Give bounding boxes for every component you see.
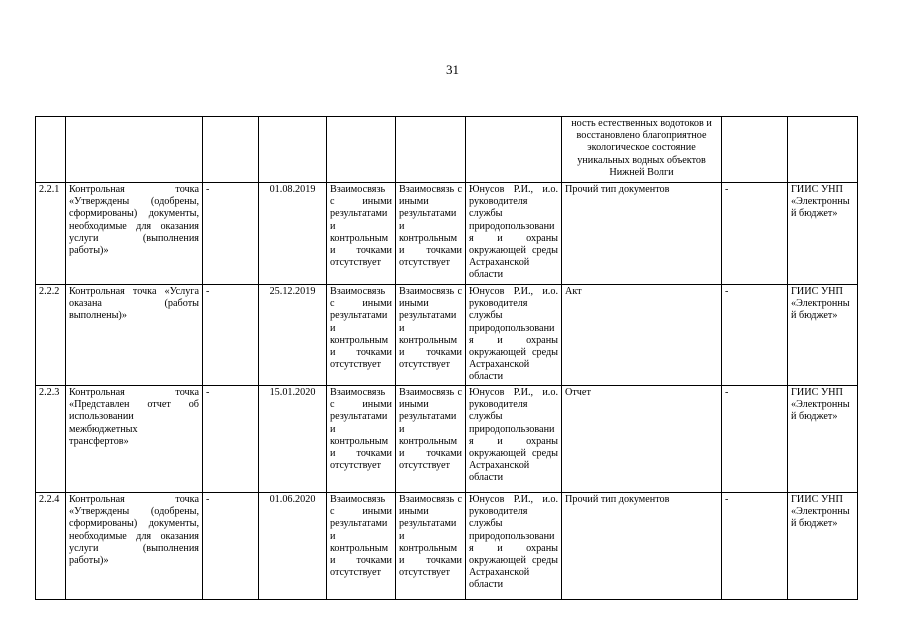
cell-next: Взаимосвязь с иными результатами и контрольными точками отсутствует [396,285,466,386]
cell-start [203,117,259,183]
cell-doc-type: Акт [562,285,722,386]
cell-system: ГИИС УНП «Электронный бюджет» [788,285,858,386]
cell-prev: Взаимосвязь с иными результатами и контрольными точками отсутствует [327,285,396,386]
cell-end [259,117,327,183]
table-row [36,285,858,386]
cell-responsible: Юнусов Р.И., и.о. руководителя службы природопользования и охраны окружающей среды Астраханской области [466,386,562,493]
cell-name: Контрольная точка «Представлен отчет об использовании межбюджетных трансфертов» [66,386,203,493]
cell-num: 2.2.1 [36,183,66,285]
cell-next: Взаимосвязь с иными результатами и контрольными точками отсутствует [396,493,466,600]
cell-end: 15.01.2020 [259,386,327,493]
cell-name: Контрольная точка «Утверждены (одобрены, сформированы) документы, необходимые для оказания услуги (выполнения работы)» [66,183,203,285]
cell-level [722,117,788,183]
cell-level: - [722,386,788,493]
table-row [36,493,858,600]
cell-level: - [722,493,788,600]
cell-next: Взаимосвязь с иными результатами и контрольными точками отсутствует [396,183,466,285]
cell-start: - [203,183,259,285]
cell-next [396,117,466,183]
table-row-continuation [36,117,858,183]
cell-system: ГИИС УНП «Электронный бюджет» [788,183,858,285]
cell-result-continued: ность естественных водотоков и восстановлено благоприятное экологическое состояние уникальных водных объектов Нижней Волги [562,117,722,183]
cell-responsible [466,117,562,183]
cell-responsible: Юнусов Р.И., и.о. руководителя службы природопользования и охраны окружающей среды Астраханской области [466,183,562,285]
cell-doc-type: Отчет [562,386,722,493]
cell-end: 25.12.2019 [259,285,327,386]
cell-responsible: Юнусов Р.И., и.о. руководителя службы природопользования и охраны окружающей среды Астраханской области [466,285,562,386]
cell-end: 01.06.2020 [259,493,327,600]
cell-num: 2.2.2 [36,285,66,386]
cell-system: ГИИС УНП «Электронный бюджет» [788,493,858,600]
cell-next: Взаимосвязь с иными результатами и контрольными точками отсутствует [396,386,466,493]
cell-level: - [722,285,788,386]
table-row [36,386,858,493]
cell-start: - [203,493,259,600]
plan-table [35,116,858,600]
cell-start: - [203,285,259,386]
cell-doc-type: Прочий тип документов [562,183,722,285]
cell-prev: Взаимосвязь с иными результатами и контрольными точками отсутствует [327,183,396,285]
cell-name [66,117,203,183]
cell-num [36,117,66,183]
page-number: 31 [446,62,459,77]
cell-num: 2.2.3 [36,386,66,493]
cell-level: - [722,183,788,285]
cell-prev [327,117,396,183]
cell-prev: Взаимосвязь с иными результатами и контрольными точками отсутствует [327,493,396,600]
cell-start: - [203,386,259,493]
cell-name: Контрольная точка «Утверждены (одобрены, сформированы) документы, необходимые для оказания услуги (выполнения работы)» [66,493,203,600]
cell-system [788,117,858,183]
cell-end: 01.08.2019 [259,183,327,285]
cell-prev: Взаимосвязь с иными результатами и контрольными точками отсутствует [327,386,396,493]
cell-responsible: Юнусов Р.И., и.о. руководителя службы природопользования и охраны окружающей среды Астраханской области [466,493,562,600]
table-row [36,183,858,285]
cell-name: Контрольная точка «Услуга оказана (работы выполнены)» [66,285,203,386]
cell-doc-type: Прочий тип документов [562,493,722,600]
cell-num: 2.2.4 [36,493,66,600]
cell-system: ГИИС УНП «Электронный бюджет» [788,386,858,493]
